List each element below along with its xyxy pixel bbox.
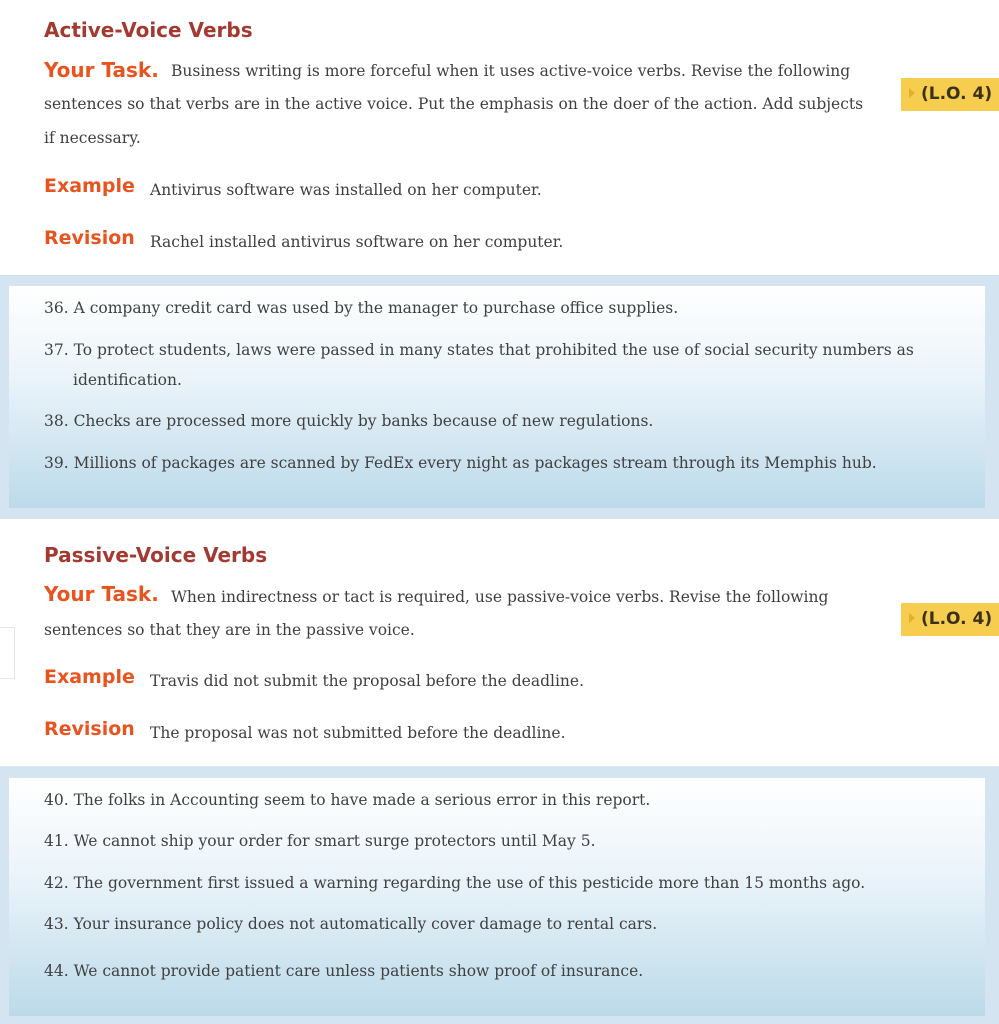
active-task-label: Your Task. <box>44 58 159 82</box>
passive-task-line2: sentences so that they are in the passive voice. <box>44 621 415 639</box>
exercise-item: 44. We cannot provide patient care unless patients show proof of insurance. <box>44 962 644 980</box>
active-lo-badge-text: (L.O. 4) <box>921 84 993 104</box>
active-revision-text: Rachel installed antivirus software on her computer. <box>150 233 564 251</box>
active-task-line1: Business writing is more forceful when it uses active-voice verbs. Revise the following <box>171 62 851 80</box>
active-example-text: Antivirus software was installed on her computer. <box>150 181 542 199</box>
exercise-item: 42. The government first issued a warning regarding the use of this pesticide more than 15 months ago. <box>44 874 866 892</box>
passive-lo-badge <box>901 603 999 636</box>
passive-task-label: Your Task. <box>44 582 159 606</box>
exercise-item: 40. The folks in Accounting seem to have made a serious error in this report. <box>44 791 651 809</box>
passive-revision-text: The proposal was not submitted before the deadline. <box>150 724 566 742</box>
passive-voice-heading: Passive-Voice Verbs <box>44 543 268 567</box>
exercise-item: 43. Your insurance policy does not automatically cover damage to rental cars. <box>44 915 658 933</box>
play-arrow-icon <box>909 88 915 98</box>
exercise-item: 39. Millions of packages are scanned by FedEx every night as packages stream through its Memphis hub. <box>44 454 877 472</box>
left-edge-tab <box>0 627 15 679</box>
passive-example-label: Example <box>44 666 135 688</box>
active-lo-badge <box>901 78 999 111</box>
active-task-line3: if necessary. <box>44 129 141 147</box>
passive-example-text: Travis did not submit the proposal before the deadline. <box>150 672 584 690</box>
exercise-item: 37. To protect students, laws were passed in many states that prohibited the use of social security numbers as <box>44 341 914 359</box>
exercise-item: 36. A company credit card was used by the manager to purchase office supplies. <box>44 299 679 317</box>
play-arrow-icon <box>909 613 915 623</box>
exercise-item-continuation: identification. <box>73 371 182 389</box>
active-voice-heading: Active-Voice Verbs <box>44 18 253 42</box>
active-revision-label: Revision <box>44 227 135 249</box>
passive-lo-badge-text: (L.O. 4) <box>921 609 993 629</box>
passive-task-line1: When indirectness or tact is required, use passive-voice verbs. Revise the following <box>171 588 829 606</box>
passive-revision-label: Revision <box>44 718 135 740</box>
exercise-item: 41. We cannot ship your order for smart surge protectors until May 5. <box>44 832 596 850</box>
exercise-item: 38. Checks are processed more quickly by banks because of new regulations. <box>44 412 654 430</box>
active-example-label: Example <box>44 175 135 197</box>
active-task-line2: sentences so that verbs are in the active voice. Put the emphasis on the doer of the action. Add subjects <box>44 95 864 113</box>
